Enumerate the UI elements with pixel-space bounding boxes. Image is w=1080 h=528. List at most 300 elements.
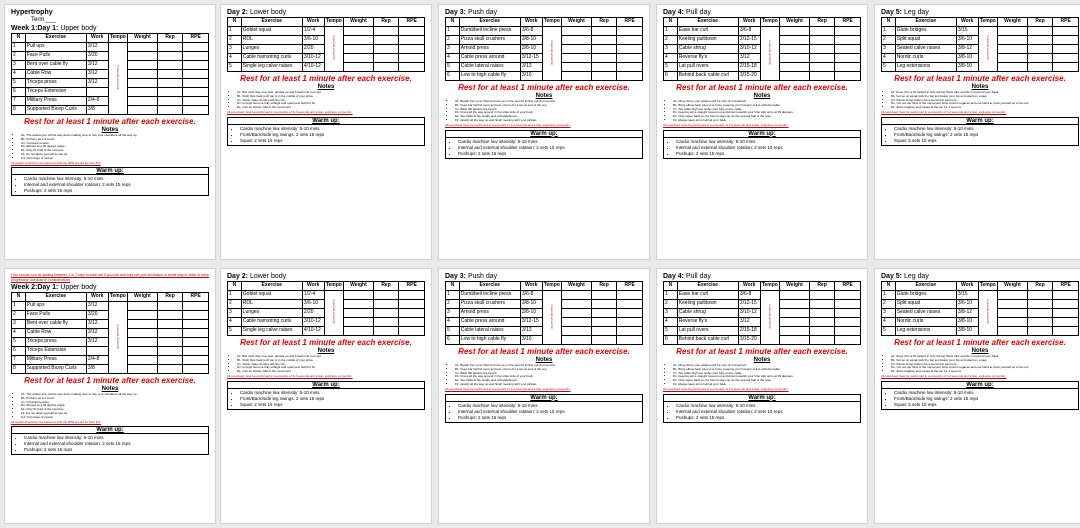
- sets-reps: 3/8: [86, 365, 108, 374]
- rpe-cell[interactable]: [835, 291, 861, 300]
- column-header: Rep: [809, 18, 835, 27]
- weight-cell[interactable]: [562, 300, 592, 309]
- page-title: Day 5: Leg day: [881, 273, 929, 280]
- table-header-row: [228, 18, 425, 27]
- rpe-cell[interactable]: [1053, 63, 1079, 72]
- weight-cell[interactable]: [998, 54, 1028, 63]
- rep-cell[interactable]: [157, 329, 183, 338]
- rep-cell[interactable]: [809, 63, 835, 72]
- column-header: Work: [738, 18, 760, 27]
- column-header: Weight: [562, 282, 592, 291]
- weight-cell[interactable]: [780, 45, 810, 54]
- row-number: 1: [12, 302, 26, 311]
- weight-cell[interactable]: [780, 63, 810, 72]
- rpe-cell[interactable]: [617, 72, 643, 81]
- column-header: Rep: [157, 34, 183, 43]
- weight-cell[interactable]: [128, 329, 158, 338]
- exercise-name: Supported Bicep Curls: [25, 365, 86, 374]
- weight-cell[interactable]: [128, 70, 158, 79]
- notes-heading: Notes: [753, 357, 771, 363]
- column-header: Tempo: [760, 282, 780, 291]
- sets-reps: [86, 88, 108, 97]
- weight-cell[interactable]: [998, 27, 1028, 36]
- warmup-item: • Cardio machine low intensity: 5-10 mins: [894, 390, 1078, 396]
- column-header: RPE: [399, 282, 425, 291]
- rep-cell[interactable]: [373, 27, 399, 36]
- rpe-cell[interactable]: [399, 36, 425, 45]
- rpe-cell[interactable]: [399, 45, 425, 54]
- sets-reps: 3/6-10: [956, 300, 978, 309]
- warmup-item: • Front/Back/side leg swings: 2 sets 15 reps: [240, 132, 424, 138]
- rest-instruction: Rest for at least 1 minute after each exercise.: [240, 338, 412, 347]
- rep-cell[interactable]: [591, 45, 617, 54]
- rpe-cell[interactable]: [835, 45, 861, 54]
- rep-cell[interactable]: [157, 52, 183, 61]
- rep-cell[interactable]: [1027, 318, 1053, 327]
- column-header: Weight: [128, 293, 158, 302]
- tempo-cell: [760, 27, 780, 81]
- row-number: 3: [882, 309, 896, 318]
- rpe-cell[interactable]: [1053, 327, 1079, 336]
- weight-cell[interactable]: [998, 300, 1028, 309]
- weight-cell[interactable]: [128, 43, 158, 52]
- rpe-cell[interactable]: [835, 54, 861, 63]
- page-title: Day 2: Lower body: [227, 9, 287, 16]
- weight-cell[interactable]: [128, 52, 158, 61]
- sets-reps: 1/2-4: [302, 291, 324, 300]
- rpe-instruction: All exercised must be performed in a eccentric of 3-4 seconds and a fast, explosive concentric.: [881, 373, 1007, 378]
- exercise-name: Face Pulls: [25, 311, 86, 320]
- rep-cell[interactable]: [157, 61, 183, 70]
- rpe-cell[interactable]: [835, 36, 861, 45]
- weight-cell[interactable]: [128, 106, 158, 115]
- sets-reps: 3/12: [86, 43, 108, 52]
- rep-cell[interactable]: [373, 291, 399, 300]
- weight-cell[interactable]: [344, 300, 374, 309]
- rpe-cell[interactable]: [1053, 45, 1079, 54]
- rep-cell[interactable]: [157, 302, 183, 311]
- rep-cell[interactable]: [157, 88, 183, 97]
- column-header: N: [446, 282, 460, 291]
- rpe-cell[interactable]: [183, 97, 209, 106]
- rpe-cell[interactable]: [183, 88, 209, 97]
- rpe-cell[interactable]: [183, 302, 209, 311]
- rpe-cell[interactable]: [835, 336, 861, 345]
- warmup-box: [881, 117, 1079, 146]
- rep-cell[interactable]: [809, 45, 835, 54]
- column-header: Weight: [998, 18, 1028, 27]
- weight-cell[interactable]: [998, 318, 1028, 327]
- column-header: Work: [520, 282, 542, 291]
- row-number: 7: [12, 356, 26, 365]
- week-heading: Week 1:Day 1: Upper body: [11, 25, 97, 32]
- warmup-box: [663, 394, 861, 423]
- weight-cell[interactable]: [128, 338, 158, 347]
- rep-cell[interactable]: [809, 36, 835, 45]
- rpe-cell[interactable]: [835, 72, 861, 81]
- exercise-name: Single leg calve raises: [241, 327, 302, 336]
- column-header: Tempo: [324, 18, 344, 27]
- rep-cell[interactable]: [157, 347, 183, 356]
- rpe-cell[interactable]: [183, 365, 209, 374]
- weight-cell[interactable]: [344, 63, 374, 72]
- rpe-cell[interactable]: [617, 309, 643, 318]
- warmup-heading: Warm up:: [228, 382, 424, 389]
- rep-cell[interactable]: [373, 36, 399, 45]
- weight-cell[interactable]: [998, 36, 1028, 45]
- rpe-cell[interactable]: [183, 329, 209, 338]
- rpe-cell[interactable]: [617, 54, 643, 63]
- rpe-cell[interactable]: [617, 63, 643, 72]
- column-header: Weight: [128, 34, 158, 43]
- weight-cell[interactable]: [998, 291, 1028, 300]
- rpe-cell[interactable]: [183, 106, 209, 115]
- rep-cell[interactable]: [591, 336, 617, 345]
- tempo-note: 3 second eccentric: [549, 303, 554, 329]
- row-number: 5: [446, 327, 460, 336]
- exercise-name: Military Press: [25, 97, 86, 106]
- note-item: • B1: Set up on squat rack the bar just below your hip and stand on a step: [891, 359, 1079, 363]
- weight-cell[interactable]: [344, 54, 374, 63]
- rep-cell[interactable]: [157, 79, 183, 88]
- row-number: 3: [664, 45, 678, 54]
- weight-cell[interactable]: [344, 318, 374, 327]
- warmup-item: • Squat: 2 sets 15 reps: [240, 138, 424, 144]
- rep-cell[interactable]: [591, 318, 617, 327]
- weight-cell[interactable]: [562, 336, 592, 345]
- sets-reps: 3/12: [86, 302, 108, 311]
- rep-cell[interactable]: [809, 336, 835, 345]
- weight-cell[interactable]: [780, 300, 810, 309]
- rep-cell[interactable]: [809, 318, 835, 327]
- rep-cell[interactable]: [373, 300, 399, 309]
- rep-cell[interactable]: [1027, 27, 1053, 36]
- warmup-heading: Warm up:: [882, 118, 1078, 125]
- weight-cell[interactable]: [344, 327, 374, 336]
- rep-cell[interactable]: [809, 72, 835, 81]
- rpe-cell[interactable]: [617, 36, 643, 45]
- sets-reps: 3/8-10: [520, 45, 542, 54]
- note-item: • A1: Drive throw your pinkies and be sure of momentum: [673, 364, 861, 368]
- sets-reps: 3/15-20: [738, 72, 760, 81]
- row-number: 2: [664, 36, 678, 45]
- exercise-name: Triceps press: [25, 79, 86, 88]
- weight-cell[interactable]: [780, 72, 810, 81]
- weight-cell[interactable]: [128, 61, 158, 70]
- rpe-cell[interactable]: [183, 356, 209, 365]
- rep-cell[interactable]: [373, 318, 399, 327]
- rep-cell[interactable]: [157, 106, 183, 115]
- note-item: • B1: Perform as a 3 count.: [21, 397, 209, 401]
- rep-cell[interactable]: [373, 327, 399, 336]
- weight-cell[interactable]: [780, 291, 810, 300]
- exercise-name: Keeling pulldown: [677, 300, 738, 309]
- progression-note: (You should now be adding between 1 or 2 reps to each set if you can and improve your technique in some way in order to keep progressive overload in consideration): [11, 273, 209, 282]
- sets-reps: 2/20: [302, 45, 324, 54]
- warmup-item: • Internal and external shoulder rotation: 2 sets 15 reps: [458, 145, 642, 151]
- weight-cell[interactable]: [562, 36, 592, 45]
- rep-cell[interactable]: [373, 54, 399, 63]
- rpe-cell[interactable]: [183, 52, 209, 61]
- notes-heading: Notes: [971, 84, 989, 90]
- rep-cell[interactable]: [157, 320, 183, 329]
- weight-cell[interactable]: [780, 336, 810, 345]
- rep-cell[interactable]: [373, 309, 399, 318]
- rep-cell[interactable]: [157, 356, 183, 365]
- weight-cell[interactable]: [562, 54, 592, 63]
- tempo-cell: [108, 43, 128, 115]
- rep-cell[interactable]: [157, 97, 183, 106]
- weight-cell[interactable]: [780, 36, 810, 45]
- rpe-cell[interactable]: [835, 63, 861, 72]
- weight-cell[interactable]: [344, 291, 374, 300]
- table-row: [882, 291, 1079, 300]
- weight-cell[interactable]: [128, 88, 158, 97]
- weight-cell[interactable]: [562, 27, 592, 36]
- warmup-box: [11, 426, 209, 455]
- rpe-cell[interactable]: [617, 300, 643, 309]
- weight-cell[interactable]: [998, 63, 1028, 72]
- weight-cell[interactable]: [780, 327, 810, 336]
- exercise-name: Bent over cable fly: [25, 61, 86, 70]
- weight-cell[interactable]: [780, 318, 810, 327]
- weight-cell[interactable]: [780, 309, 810, 318]
- weight-cell[interactable]: [344, 45, 374, 54]
- rep-cell[interactable]: [1027, 300, 1053, 309]
- rep-cell[interactable]: [591, 309, 617, 318]
- row-number: 6: [664, 72, 678, 81]
- rep-cell[interactable]: [157, 338, 183, 347]
- column-header: N: [446, 18, 460, 27]
- sets-reps: 3/20: [86, 52, 108, 61]
- weight-cell[interactable]: [562, 72, 592, 81]
- table-header-row: [12, 293, 209, 302]
- rpe-cell[interactable]: [835, 27, 861, 36]
- rpe-cell[interactable]: [1053, 318, 1079, 327]
- rpe-cell[interactable]: [183, 338, 209, 347]
- rep-cell[interactable]: [1027, 63, 1053, 72]
- sets-reps: 3/6-8: [738, 27, 760, 36]
- weight-cell[interactable]: [780, 54, 810, 63]
- rep-cell[interactable]: [1027, 327, 1053, 336]
- weight-cell[interactable]: [128, 97, 158, 106]
- weight-cell[interactable]: [998, 327, 1028, 336]
- rep-cell[interactable]: [591, 63, 617, 72]
- rep-cell[interactable]: [157, 311, 183, 320]
- rpe-cell[interactable]: [617, 45, 643, 54]
- rpe-cell[interactable]: [183, 347, 209, 356]
- note-item: • E1: Set cable at hip height and cuff attachment: [455, 379, 643, 383]
- page-title: Day 4: Pull day: [663, 9, 711, 16]
- note-item: • F1: stretch all the way up and finish meeting with your pinkies: [455, 383, 643, 387]
- rep-cell[interactable]: [591, 54, 617, 63]
- exercise-table: [881, 17, 1079, 72]
- tempo-cell: [108, 302, 128, 374]
- notes-list: [663, 100, 861, 123]
- sets-reps: 3/8-10: [956, 54, 978, 63]
- rpe-cell[interactable]: [399, 327, 425, 336]
- warmup-item: • Cardio machine low intensity: 5-10 mins: [458, 139, 642, 145]
- note-item: • E1: Slow negative and pause at the top for 1 second: [891, 106, 1079, 110]
- weight-cell[interactable]: [562, 45, 592, 54]
- weight-cell[interactable]: [344, 36, 374, 45]
- rpe-cell[interactable]: [835, 327, 861, 336]
- weight-cell[interactable]: [562, 318, 592, 327]
- row-number: 3: [12, 61, 26, 70]
- weight-cell[interactable]: [998, 45, 1028, 54]
- row-number: 5: [446, 63, 460, 72]
- rpe-cell[interactable]: [183, 320, 209, 329]
- note-item: • E1: Only upper back on the bench and only do the second half of the reps: [673, 115, 861, 119]
- exercise-name: RDL: [241, 36, 302, 45]
- warmup-heading: Warm up:: [12, 427, 208, 434]
- weight-cell[interactable]: [344, 27, 374, 36]
- rpe-cell[interactable]: [1053, 300, 1079, 309]
- rpe-cell[interactable]: [399, 63, 425, 72]
- rep-cell[interactable]: [1027, 309, 1053, 318]
- rpe-cell[interactable]: [1053, 36, 1079, 45]
- weight-cell[interactable]: [562, 327, 592, 336]
- rpe-cell[interactable]: [399, 309, 425, 318]
- rpe-cell[interactable]: [617, 291, 643, 300]
- rep-cell[interactable]: [591, 72, 617, 81]
- rep-cell[interactable]: [1027, 45, 1053, 54]
- rep-cell[interactable]: [591, 327, 617, 336]
- sets-reps: 3/8-10: [956, 318, 978, 327]
- rpe-cell[interactable]: [183, 43, 209, 52]
- rep-cell[interactable]: [591, 36, 617, 45]
- rep-cell[interactable]: [157, 43, 183, 52]
- weight-cell[interactable]: [562, 63, 592, 72]
- notes-heading: Notes: [317, 84, 335, 90]
- rest-instruction: Rest for at least 1 minute after each exercise.: [676, 83, 848, 92]
- rpe-cell[interactable]: [835, 300, 861, 309]
- column-header: Exercise: [459, 282, 520, 291]
- weight-cell[interactable]: [128, 347, 158, 356]
- rpe-cell[interactable]: [617, 327, 643, 336]
- rep-cell[interactable]: [157, 70, 183, 79]
- rep-cell[interactable]: [809, 309, 835, 318]
- row-number: 1: [228, 291, 242, 300]
- weight-cell[interactable]: [998, 309, 1028, 318]
- rep-cell[interactable]: [1027, 291, 1053, 300]
- rpe-cell[interactable]: [1053, 54, 1079, 63]
- weight-cell[interactable]: [128, 79, 158, 88]
- rpe-cell[interactable]: [1053, 27, 1079, 36]
- rpe-cell[interactable]: [1053, 309, 1079, 318]
- rep-cell[interactable]: [1027, 54, 1053, 63]
- row-number: 1: [228, 27, 242, 36]
- rep-cell[interactable]: [809, 54, 835, 63]
- table-header-row: [446, 282, 643, 291]
- weight-cell[interactable]: [128, 302, 158, 311]
- column-header: Work: [86, 34, 108, 43]
- rep-cell[interactable]: [373, 45, 399, 54]
- warmup-heading: Warm up:: [446, 395, 642, 402]
- rpe-cell[interactable]: [617, 27, 643, 36]
- rpe-cell[interactable]: [1053, 291, 1079, 300]
- warmup-item: • Internal and external shoulder rotation: 2 sets 15 reps: [458, 409, 642, 415]
- weight-cell[interactable]: [128, 356, 158, 365]
- weight-cell[interactable]: [128, 365, 158, 374]
- row-number: 6: [446, 72, 460, 81]
- exercise-name: Reverse fly's: [677, 54, 738, 63]
- warmup-heading: Warm up:: [446, 131, 642, 138]
- weight-cell[interactable]: [344, 309, 374, 318]
- sets-reps: 3/15-20: [738, 336, 760, 345]
- row-number: 2: [882, 36, 896, 45]
- rpe-cell[interactable]: [835, 309, 861, 318]
- rpe-cell[interactable]: [399, 291, 425, 300]
- rpe-cell[interactable]: [183, 70, 209, 79]
- row-number: 5: [228, 327, 242, 336]
- exercise-table: [227, 17, 425, 72]
- warmup-item: • Cardio machine low intensity: 5-10 mins: [676, 403, 860, 409]
- weight-cell[interactable]: [780, 27, 810, 36]
- weight-cell[interactable]: [562, 309, 592, 318]
- rpe-cell[interactable]: [183, 79, 209, 88]
- warmup-item: • Squat: 2 sets 15 reps: [894, 402, 1078, 408]
- rep-cell[interactable]: [591, 291, 617, 300]
- rpe-cell[interactable]: [183, 311, 209, 320]
- rpe-cell[interactable]: [399, 318, 425, 327]
- rep-cell[interactable]: [809, 327, 835, 336]
- note-item: • D1: Press all the way around in the other side of your body: [455, 111, 643, 115]
- rep-cell[interactable]: [157, 365, 183, 374]
- column-header: Rep: [373, 282, 399, 291]
- warmup-item: • Pushups: 2 sets 15 reps: [458, 151, 642, 157]
- rpe-cell[interactable]: [183, 61, 209, 70]
- rep-cell[interactable]: [591, 300, 617, 309]
- rep-cell[interactable]: [809, 300, 835, 309]
- rpe-cell[interactable]: [835, 318, 861, 327]
- exercise-name: Dumbbell incline press: [459, 291, 520, 300]
- column-header: N: [228, 18, 242, 27]
- note-item: • C1: Pause at the bottom for a second at each rep: [891, 363, 1079, 367]
- rep-cell[interactable]: [373, 63, 399, 72]
- rep-cell[interactable]: [1027, 36, 1053, 45]
- rep-cell[interactable]: [809, 27, 835, 36]
- note-item: • A1: Bar must stay over feet, elbows up and breath into your gut: [237, 355, 425, 359]
- sets-reps: 3/12-15: [520, 318, 542, 327]
- rpe-cell[interactable]: [617, 336, 643, 345]
- row-number: 2: [228, 300, 242, 309]
- column-header: Exercise: [895, 282, 956, 291]
- column-header: Weight: [780, 282, 810, 291]
- rpe-cell[interactable]: [399, 27, 425, 36]
- note-item: • D1: keeping arms straight sweep out and down towards your hips with arms at 45 degrees: [673, 375, 861, 379]
- sets-reps: 3/15: [956, 291, 978, 300]
- term-label: Term ___: [31, 17, 57, 23]
- rep-cell[interactable]: [591, 27, 617, 36]
- row-number: 1: [446, 27, 460, 36]
- rpe-cell[interactable]: [399, 54, 425, 63]
- sets-reps: 3/12: [738, 318, 760, 327]
- document-page: [220, 268, 432, 524]
- weight-cell[interactable]: [562, 291, 592, 300]
- weight-cell[interactable]: [128, 311, 158, 320]
- rpe-cell[interactable]: [617, 318, 643, 327]
- weight-cell[interactable]: [128, 320, 158, 329]
- exercise-name: Cable shrug: [677, 309, 738, 318]
- column-header: Rep: [1027, 18, 1053, 27]
- note-item: • C1: Pause at the bottom for a second at each rep: [891, 99, 1079, 103]
- rpe-cell[interactable]: [399, 300, 425, 309]
- note-item: • B1: Push hips back until bar is in the middle of your shins: [237, 95, 425, 99]
- row-number: 4: [228, 318, 242, 327]
- rep-cell[interactable]: [809, 291, 835, 300]
- warmup-item: • Front/Back/side leg swings: 2 sets 15 reps: [894, 396, 1078, 402]
